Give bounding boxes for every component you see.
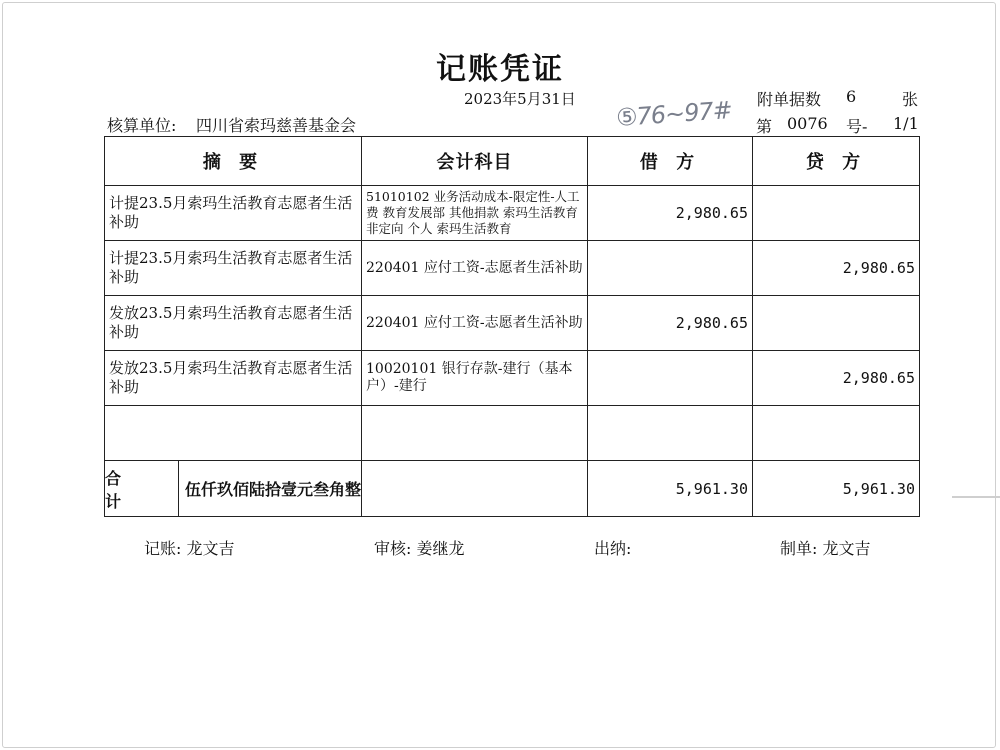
attachments-count: 6 <box>846 87 857 106</box>
table-row <box>105 351 920 406</box>
row-summary: 计提23.5月索玛生活教育志愿者生活补助 <box>105 241 362 296</box>
row-credit <box>753 406 920 461</box>
row-debit <box>588 241 753 296</box>
row-credit: 2,980.65 <box>753 351 920 406</box>
footer-reviewer: 审核: 姜继龙 <box>374 539 465 558</box>
voucher-page: 1/1 <box>893 114 919 133</box>
row-credit <box>753 186 920 241</box>
row-debit <box>588 406 753 461</box>
voucher-date: 2023年5月31日 <box>464 90 576 108</box>
total-words-extension <box>362 461 588 517</box>
total-label: 合 计 <box>105 461 179 516</box>
row-subject: 51010102 业务活动成本-限定性-人工费 教育发展部 其他捐款 索玛生活教育 非定向 个人 索玛生活教育 <box>362 186 588 241</box>
row-debit <box>588 351 753 406</box>
voucher-title: 记账凭证 <box>436 52 564 87</box>
footer-cashier: 出纳: <box>594 539 632 558</box>
table-row-empty <box>105 406 920 461</box>
row-summary: 计提23.5月索玛生活教育志愿者生活补助 <box>105 186 362 241</box>
row-summary: 发放23.5月索玛生活教育志愿者生活补助 <box>105 296 362 351</box>
row-subject: 10020101 银行存款-建行（基本户）-建行 <box>362 351 588 406</box>
row-summary: 发放23.5月索玛生活教育志愿者生活补助 <box>105 351 362 406</box>
debit-header: 借 方 <box>588 137 753 186</box>
row-subject <box>362 406 588 461</box>
attachments-unit: 张 <box>902 90 919 109</box>
summary-header: 摘 要 <box>105 137 362 186</box>
table-row <box>105 241 920 296</box>
voucher-number: 0076 <box>787 114 828 133</box>
total-label-cell <box>105 461 362 517</box>
voucher-no-label: 第 <box>756 117 773 136</box>
footer-preparer: 制单: 龙文吉 <box>780 539 871 558</box>
voucher-table <box>104 136 920 517</box>
accounting-unit-label: 核算单位: <box>107 116 177 135</box>
row-subject: 220401 应付工资-志愿者生活补助 <box>362 241 588 296</box>
accounting-unit-value: 四川省索玛慈善基金会 <box>196 116 357 135</box>
voucher-no-suffix: 号- <box>846 117 868 136</box>
handwritten-note: ⑤76~97# <box>615 95 733 133</box>
table-row <box>105 296 920 351</box>
row-debit: 2,980.65 <box>588 186 753 241</box>
table-row <box>105 186 920 241</box>
row-credit: 2,980.65 <box>753 241 920 296</box>
row-summary <box>105 406 362 461</box>
credit-header: 贷 方 <box>753 137 920 186</box>
row-subject: 220401 应付工资-志愿者生活补助 <box>362 296 588 351</box>
total-debit: 5,961.30 <box>588 461 753 517</box>
scan-mark <box>952 496 1000 498</box>
row-credit <box>753 296 920 351</box>
subject-header: 会计科目 <box>362 137 588 186</box>
total-row <box>105 461 920 517</box>
total-amount-words: 伍仟玖佰陆拾壹元叁角整 <box>184 480 361 499</box>
attachments-label: 附单据数 <box>757 90 822 109</box>
total-credit: 5,961.30 <box>753 461 920 517</box>
table-header-row <box>105 137 920 186</box>
footer-bookkeeper: 记账: 龙文吉 <box>144 539 235 558</box>
row-debit: 2,980.65 <box>588 296 753 351</box>
